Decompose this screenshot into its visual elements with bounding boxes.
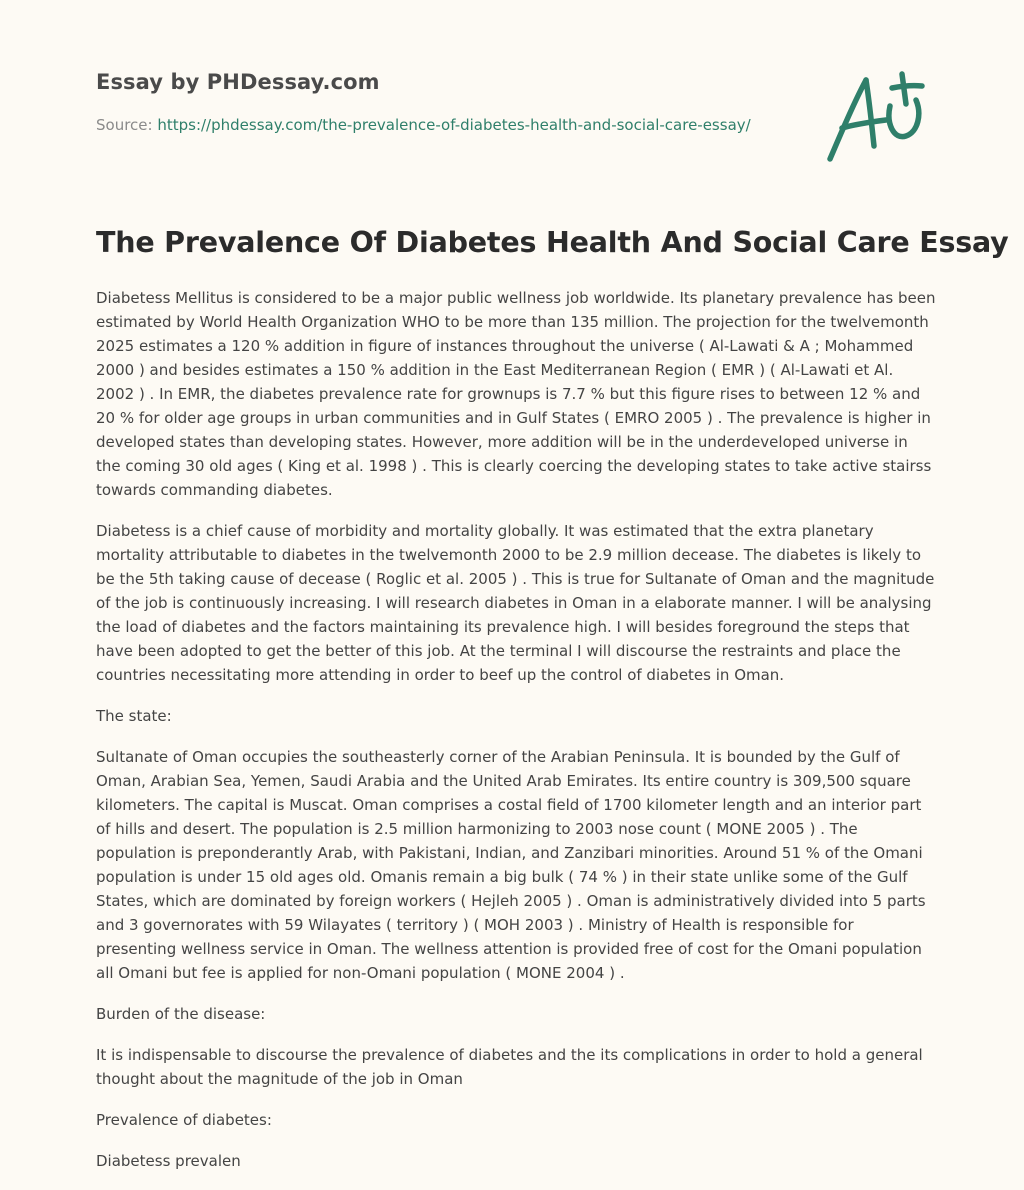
- section-heading: Prevalence of diabetes:: [96, 1111, 272, 1129]
- paragraph: Diabetess Mellitus is considered to be a major public wellness job worldwide. Its planetary prevalence has been estimated by World Health Organization WHO to be more than 135 million. The projection for the twelvemonth 2025 estimates a 120 % addition in figure of instances throughout the universe ( Al-Lawati & A ; Mohammed 2000 ) and besides estimates a 150 % addition in the East Mediterranean Region ( EMR ) ( Al-Lawati et Al. 2002 ) . In EMR, the diabetes prevalence rate for grownups is 7.7 % but this figure rises to between 12 % and 20 % for older age groups in urban communities and in Gulf States ( EMRO 2005 ) . The prevalence is higher in developed states than developing states. However, more addition will be in the underdeveloped universe in the coming 30 old ages ( King et al. 1998 ) . This is clearly coercing the developing states to take active stairss towards commanding diabetes.: [96, 289, 936, 499]
- paragraph: It is indispensable to discourse the prevalence of diabetes and the its complications in order to hold a general thought about the magnitude of the job in Oman: [96, 1046, 923, 1088]
- brand-title: Essay by PHDessay.com: [96, 70, 380, 94]
- paragraph: Diabetess is a chief cause of morbidity and mortality globally. It was estimated that the extra planetary mortality attributable to diabetes in the twelvemonth 2000 to be 2.9 million decease. The diabetes is likely to be the 5th taking cause of decease ( Roglic et al. 2005 ) . This is true for Sultanate of Oman and the magnitude of the job is continuously increasing. I will research diabetes in Oman in a elaborate manner. I will be analysing the load of diabetes and the factors maintaining its prevalence high. I will besides foreground the steps that have been adopted to get the better of this job. At the terminal I will discourse the restraints and place the countries necessitating more attending in order to beef up the control of diabetes in Oman.: [96, 522, 935, 684]
- a-plus-logo-icon: [820, 66, 930, 166]
- source-line: [96, 116, 796, 134]
- essay-title: The Prevalence Of Diabetes Health And Social Care Essay: [96, 226, 1009, 259]
- paragraph: Diabetess prevalen: [96, 1152, 241, 1170]
- essay-header: [96, 70, 796, 134]
- essay-body: [96, 286, 936, 1190]
- source-link[interactable]: https://phdessay.com/the-prevalence-of-diabetes-health-and-social-care-essay/: [157, 116, 751, 134]
- source-label: Source:: [96, 116, 158, 134]
- section-heading: Burden of the disease:: [96, 1005, 266, 1023]
- section-heading: The state:: [96, 707, 172, 725]
- paragraph: Sultanate of Oman occupies the southeasterly corner of the Arabian Peninsula. It is bounded by the Gulf of Oman, Arabian Sea, Yemen, Saudi Arabia and the United Arab Emirates. Its entire country is 309,500 square kilometers. The capital is Muscat. Oman comprises a costal field of 1700 kilometer length and an interior part of hills and desert. The population is 2.5 million harmonizing to 2003 nose count ( MONE 2005 ) . The population is preponderantly Arab, with Pakistani, Indian, and Zanzibari minorities. Around 51 % of the Omani population is under 15 old ages old. Omanis remain a big bulk ( 74 % ) in their state unlike some of the Gulf States, which are dominated by foreign workers ( Hejleh 2005 ) . Oman is administratively divided into 5 parts and 3 governorates with 59 Wilayates ( territory ) ( MOH 2003 ) . Ministry of Health is responsible for presenting wellness service in Oman. The wellness attention is provided free of cost for the Omani population all Omani but fee is applied for non-Omani population ( MONE 2004 ) .: [96, 748, 926, 982]
